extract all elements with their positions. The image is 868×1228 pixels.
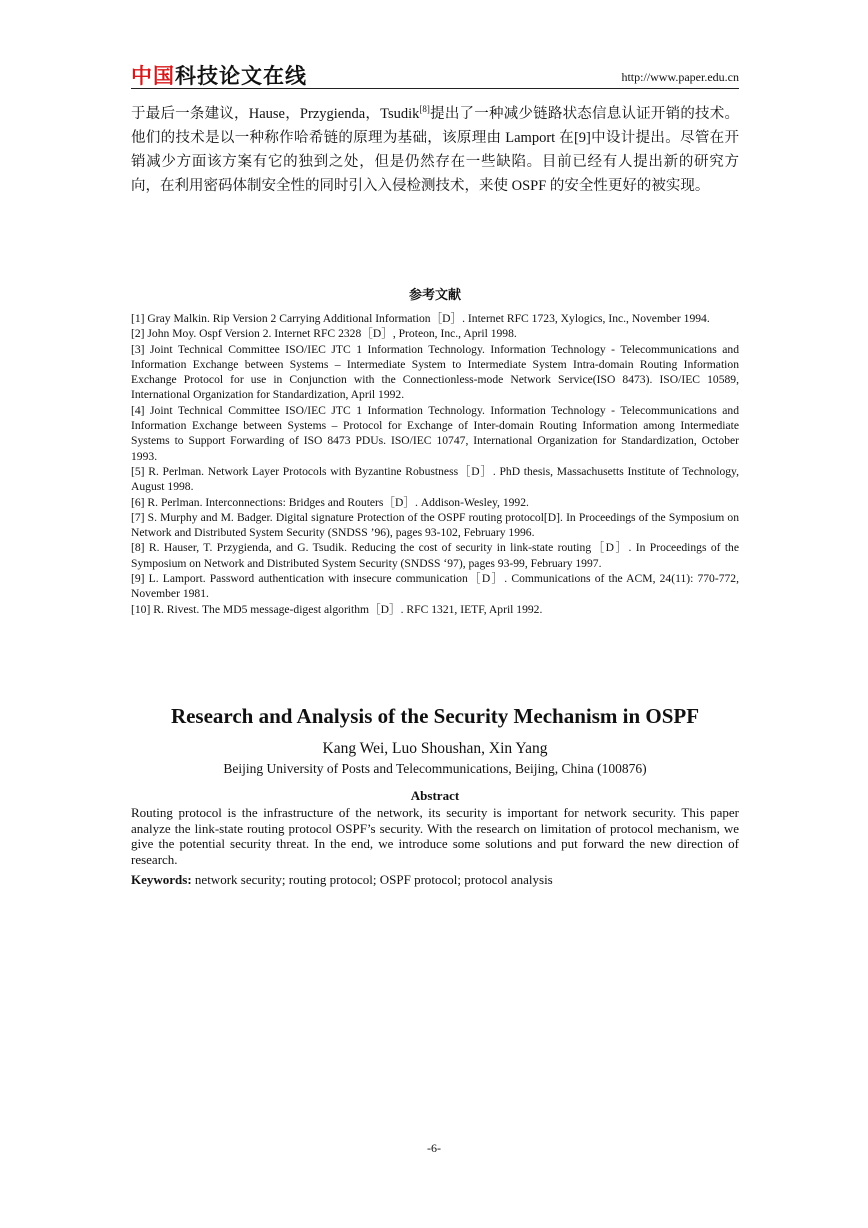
intro-text-2: 提出了一种减少链路状态信息认证开销的技术。他们的技术是以一种称作哈希链的原理为基础，该原理由 Lamport 在[9]中设计提出。尽管在开销减少方面该方案有它的独到之处，但是仍然存在一些缺陷。目前已经有人提出新的研究方向，在利用密码体制安全性的同时引入入侵检测技术，来使 OSPF 的安全性更好的被实现。 [131, 106, 739, 194]
abstract-heading: Abstract [410, 788, 460, 803]
affiliation: Beijing University of Posts and Telecommunications, Beijing, China (100876) [223, 761, 647, 776]
logo-red-text: 中国 [131, 64, 175, 88]
site-logo [131, 60, 307, 90]
reference-item: [8] R. Hauser, T. Przygienda, and G. Tsudik. Reducing the cost of security in link-state routing［D］. In Proceedings of the Symposium on Network and Distributed System Security (SNDSS ‘97), pages 93-99, February 1997. [131, 541, 739, 570]
reference-item: [6] R. Perlman. Interconnections: Bridges and Routers［D］. Addison-Wesley, 1992. [131, 495, 529, 509]
intro-paragraph [131, 102, 739, 198]
site-url[interactable]: http://www.paper.edu.cn [621, 70, 739, 84]
reference-item: [1] Gray Malkin. Rip Version 2 Carrying Additional Information［D］. Internet RFC 1723, Xylogics, Inc., November 1994. [131, 312, 710, 325]
abstract-text: Routing protocol is the infrastructure of the network, its security is important for network security. This paper analyze the link-state routing protocol OSPF’s security. With the research on limitation of protocol mechanism, we give the potential security threat. In the end, we introduce some solutions and put forward the new direction of research. [131, 805, 739, 867]
references-heading: 参考文献 [408, 288, 461, 303]
reference-item: [10] R. Rivest. The MD5 message-digest algorithm［D］. RFC 1321, IETF, April 1992. [131, 602, 543, 616]
reference-item: [7] S. Murphy and M. Badger. Digital signature Protection of the OSPF routing protocol[D]. In Proceedings of the Symposium on Network and Distributed System Security (SNDSS ’96), pages 93-102, February 1996. [131, 510, 739, 540]
keywords-label: Keywords: [131, 872, 192, 887]
references-list [131, 311, 739, 617]
reference-item: [2] John Moy. Ospf Version 2. Internet RFC 2328［D］, Proteon, Inc., April 1998. [131, 327, 517, 341]
page-number: -6- [427, 1141, 441, 1155]
citation-8: [8] [419, 104, 430, 115]
authors: Kang Wei, Luo Shoushan, Xin Yang [322, 740, 548, 757]
reference-item: [9] L. Lamport. Password authentication with insecure communication［D］. Communications of the ACM, 24(11): 770-772, November 1981. [131, 572, 739, 601]
logo-black-text: 科技论文在线 [175, 64, 307, 88]
keywords-text: network security; routing protocol; OSPF protocol; protocol analysis [191, 872, 553, 887]
reference-item: [4] Joint Technical Committee ISO/IEC JTC 1 Information Technology. Information Technology - Telecommunications and Information Exchange between Systems – Protocol for Exchange of Inter-domain Routing Information among Intermediate Systems to Support Forwarding of ISO 8473 PDUs. ISO/IEC 10747, International Organization for Standardization, October 1993. [131, 403, 739, 463]
english-title: Research and Analysis of the Security Mechanism in OSPF [170, 704, 700, 728]
intro-text-1: 于最后一条建议，Hause，Przygienda，Tsudik [131, 106, 420, 122]
keywords [131, 872, 739, 888]
reference-item: [5] R. Perlman. Network Layer Protocols with Byzantine Robustness［D］. PhD thesis, Massachusetts Institute of Technology, August 1998. [131, 464, 739, 494]
reference-item: [3] Joint Technical Committee ISO/IEC JTC 1 Information Technology. Information Technology - Telecommunications and Information Exchange between Systems – Intermediate System to Intermediate System Intra-domain Routing Information Exchange Protocol for use in Conjunction with the Connectionless-mode Network Service(ISO 8473). ISO/IEC 10589, International Organization for Standardization, April 1992. [131, 342, 739, 402]
page-header [131, 58, 739, 89]
